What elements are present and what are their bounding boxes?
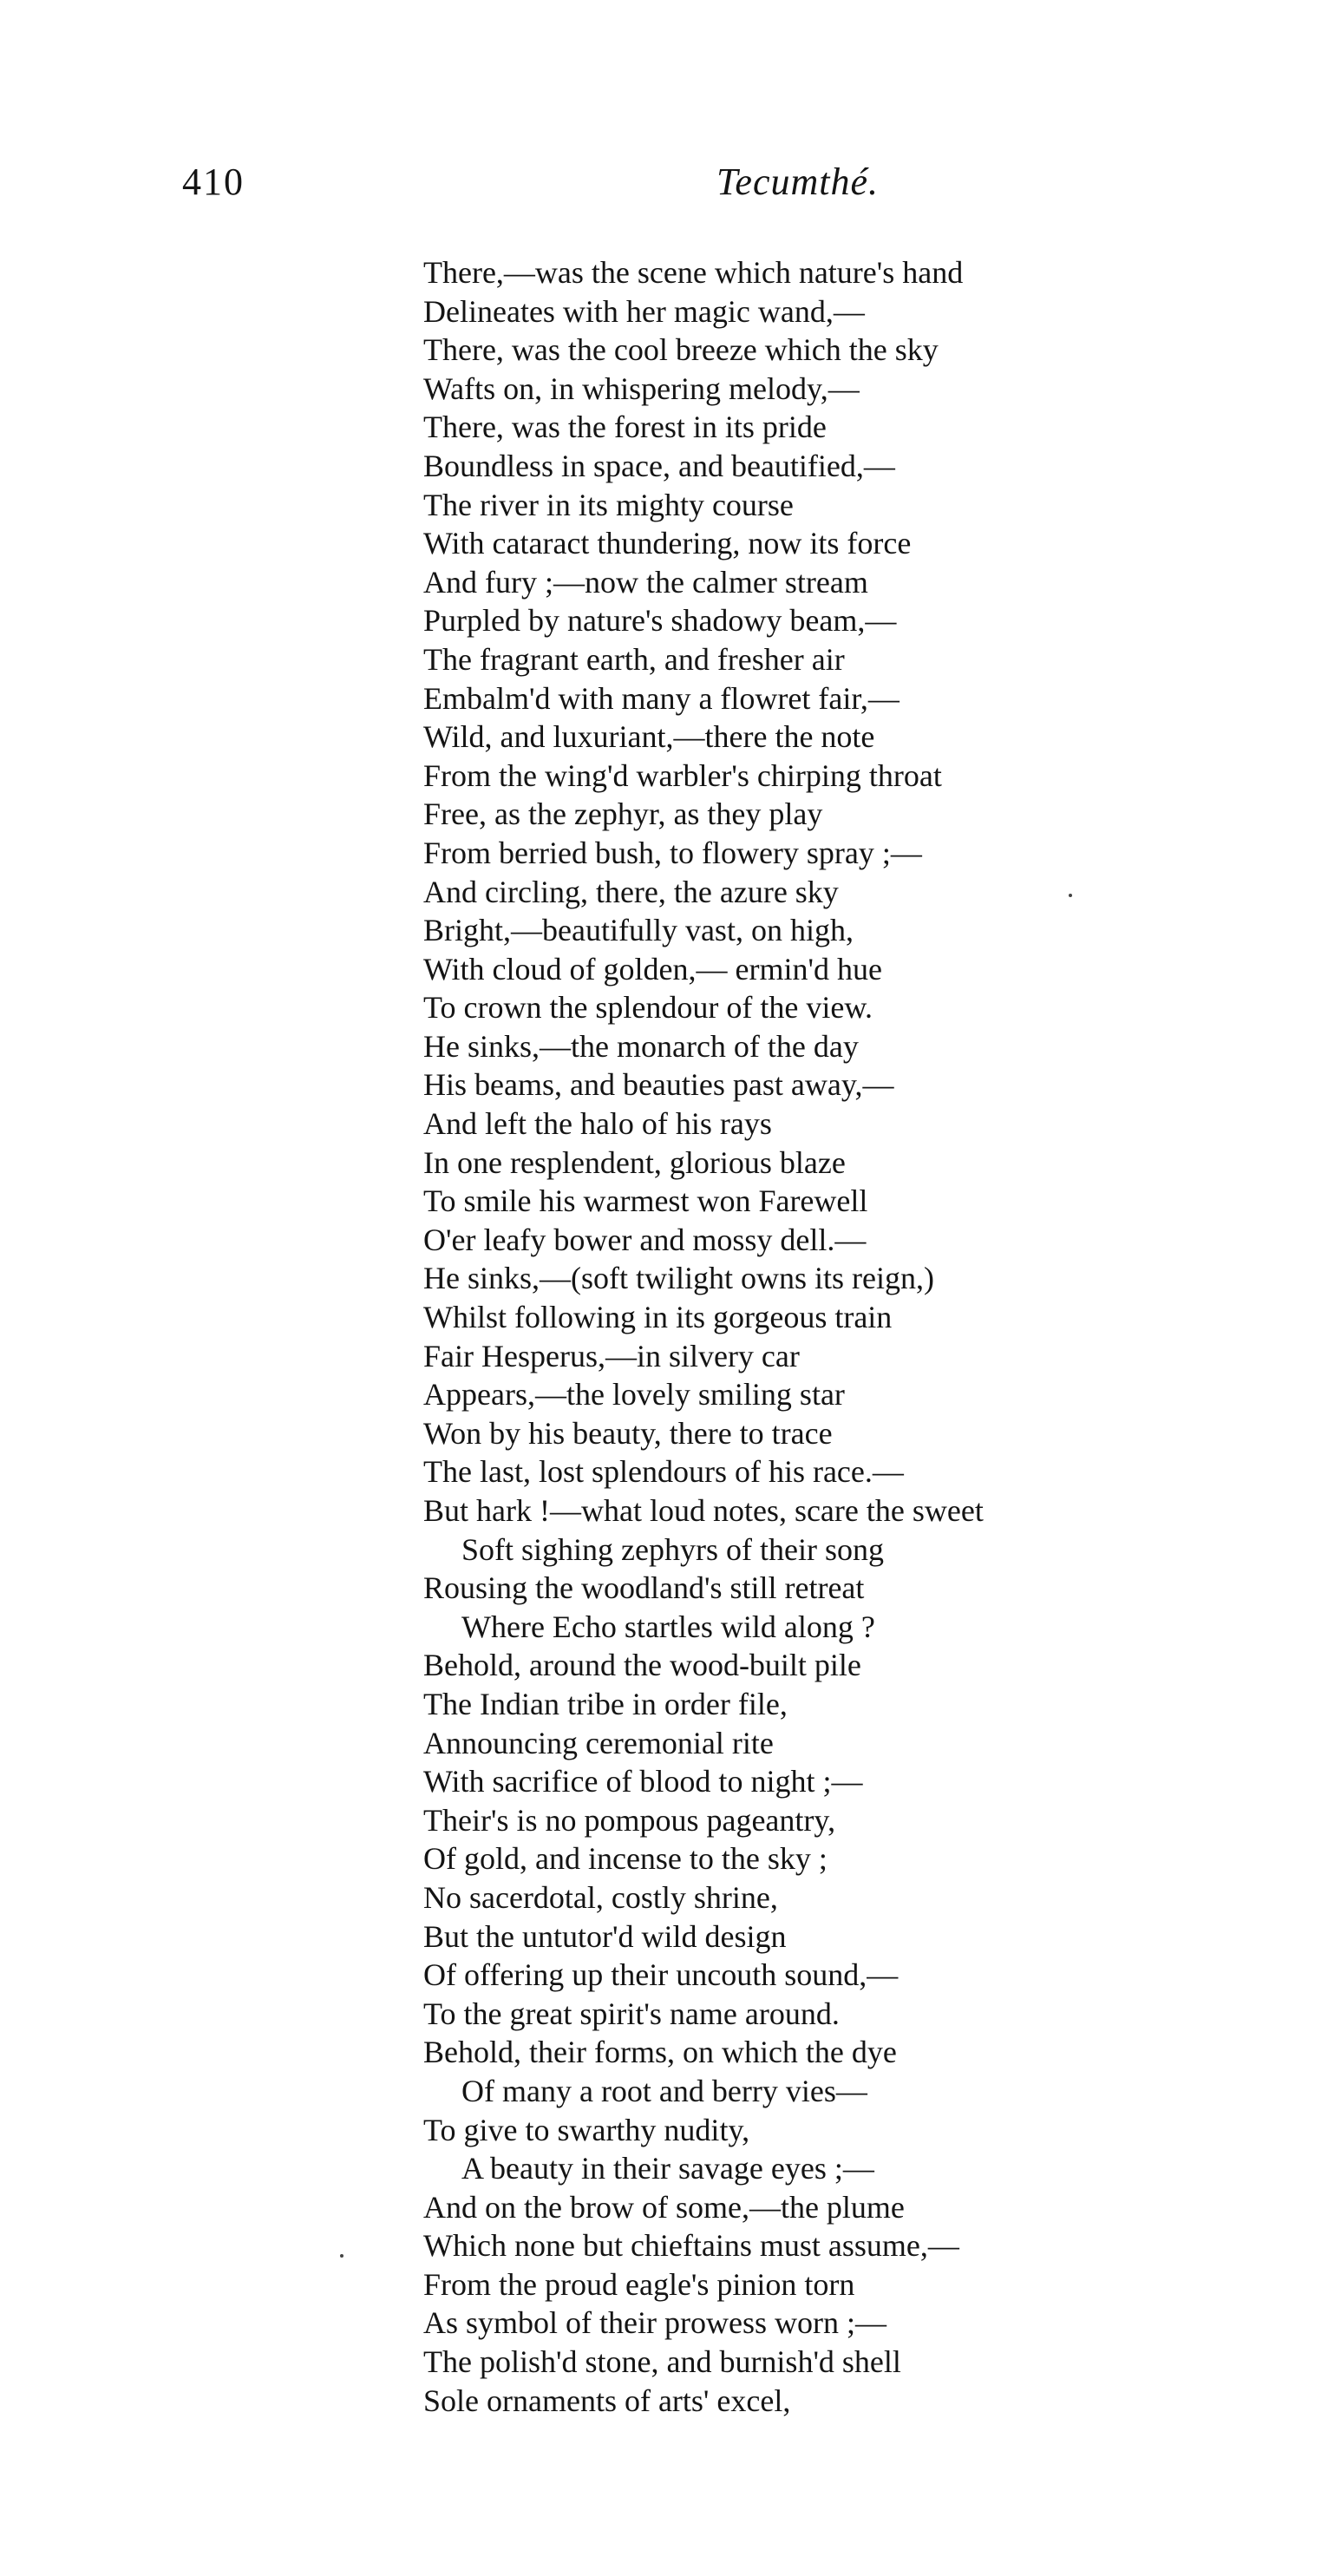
running-title: Tecumthé. [716, 161, 880, 203]
poem-line: With cloud of golden,— ermin'd hue [423, 951, 882, 986]
poem-line: From berried bush, to flowery spray ;— [423, 835, 922, 870]
poem-line: Delineates with her magic wand,— [423, 293, 865, 329]
poem-line: Announcing ceremonial rite [423, 1725, 774, 1760]
poem-line: He sinks,—(soft twilight owns its reign,) [423, 1261, 934, 1296]
print-speck [340, 2254, 343, 2258]
poem-line: Of gold, and incense to the sky ; [423, 1841, 828, 1877]
poem-line: From the wing'd warbler's chirping throat [423, 757, 942, 793]
poem-line: In one resplendent, glorious blaze [423, 1144, 846, 1180]
poem-line: Rousing the woodland's still retreat [423, 1570, 865, 1606]
poem-line: There, was the forest in its pride [423, 410, 827, 445]
poem-line: The last, lost splendours of his race.— [423, 1454, 904, 1490]
poem-line: Their's is no pompous pageantry, [423, 1802, 836, 1838]
poem-line: To smile his warmest won Farewell [423, 1183, 868, 1219]
poem-line: Wild, and luxuriant,—there the note [423, 719, 875, 755]
poem-line: Bright,—beautifully vast, on high, [423, 913, 854, 948]
poem-line: A beauty in their savage eyes ;— [461, 2151, 874, 2186]
poem-line: Appears,—the lovely smiling star [423, 1377, 845, 1413]
poem-line: The fragrant earth, and fresher air [423, 641, 845, 677]
poem-line: Behold, around the wood-built pile [423, 1648, 861, 1683]
poem-line: And left the halo of his rays [423, 1106, 772, 1142]
poem-line: Which none but chieftains must assume,— [423, 2228, 959, 2264]
poem-line: Of offering up their uncouth sound,— [423, 1957, 899, 1993]
poem-line: His beams, and beauties past away,— [423, 1067, 894, 1103]
poem-line: To crown the splendour of the view. [423, 990, 873, 1026]
poem-line: Where Echo startles wild along ? [461, 1609, 875, 1644]
poem-line: Fair Hesperus,—in silvery car [423, 1338, 800, 1373]
poem-line: Soft sighing zephyrs of their song [461, 1531, 884, 1567]
poem-line: And fury ;—now the calmer stream [423, 564, 868, 600]
poem-line: The river in its mighty course [423, 487, 794, 522]
poem-line: With sacrifice of blood to night ;— [423, 1764, 863, 1799]
poem-line: Wafts on, in whispering melody,— [423, 370, 860, 406]
print-speck [1069, 894, 1072, 897]
poem-line: To the great spirit's name around. [423, 1996, 840, 2031]
poem-line: But the untutor'd wild design [423, 1918, 787, 1954]
poem-line: O'er leafy bower and mossy dell.— [423, 1222, 867, 1257]
poem-line: Won by his beauty, there to trace [423, 1415, 833, 1451]
poem-line: But hark !—what loud notes, scare the sweet [423, 1493, 984, 1528]
poem-line: Free, as the zephyr, as they play [423, 796, 823, 832]
poem-line: Embalm'd with many a flowret fair,— [423, 680, 900, 716]
poem-line: As symbol of their prowess worn ;— [423, 2305, 886, 2341]
poem-line: Whilst following in its gorgeous train [423, 1300, 893, 1335]
poem-line: The Indian tribe in order file, [423, 1686, 788, 1721]
poem-line: There,—was the scene which nature's hand [423, 255, 964, 290]
poem-line: With cataract thundering, now its force [423, 526, 912, 561]
poem-line: And on the brow of some,—the plume [423, 2189, 905, 2225]
poem-line: From the proud eagle's pinion torn [423, 2266, 855, 2302]
poem-line: And circling, there, the azure sky [423, 874, 839, 909]
poem-line: To give to swarthy nudity, [423, 2112, 750, 2147]
poem-line: The polish'd stone, and burnish'd shell [423, 2344, 901, 2380]
poem-text [423, 253, 1299, 2420]
poem-line: No sacerdotal, costly shrine, [423, 1879, 778, 1915]
poem-line: Behold, their forms, on which the dye [423, 2035, 897, 2070]
poem-line: There, was the cool breeze which the sky [423, 332, 939, 368]
page-number: 410 [182, 161, 245, 203]
poem-line: Purpled by nature's shadowy beam,— [423, 603, 897, 639]
poem-line: Boundless in space, and beautified,— [423, 448, 895, 483]
poem-line: Of many a root and berry vies— [461, 2073, 867, 2108]
poem-line: Sole ornaments of arts' excel, [423, 2383, 791, 2418]
poem-line: He sinks,—the monarch of the day [423, 1028, 859, 1064]
